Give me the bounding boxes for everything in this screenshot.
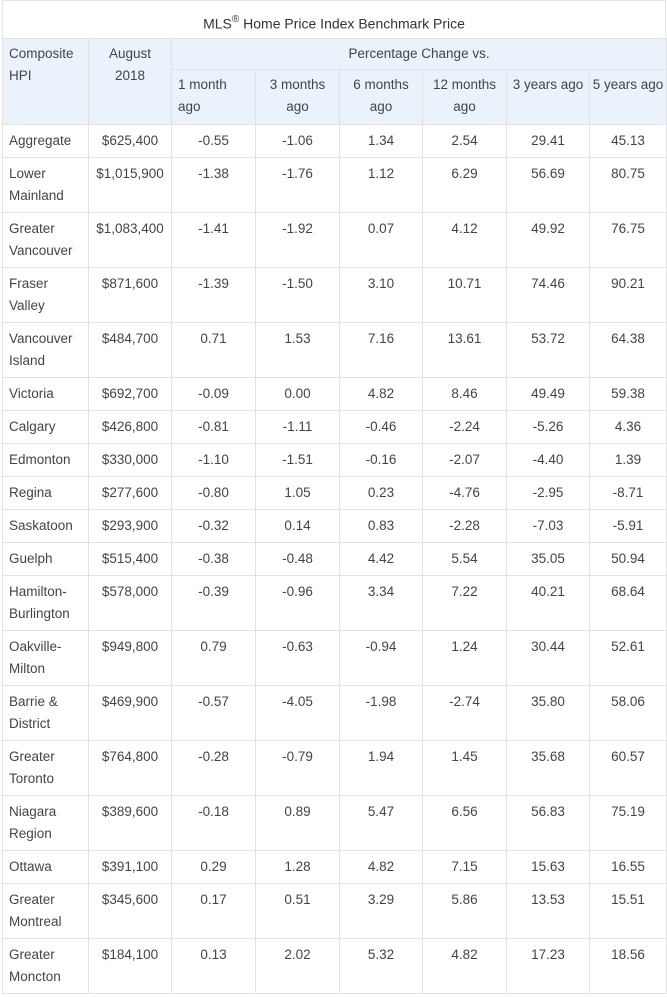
pct-change-cell-m3: -1.51: [256, 444, 340, 477]
pct-change-cell-m3: -1.76: [256, 158, 340, 213]
region-name-cell: [3, 158, 89, 213]
region-name-line: District: [9, 716, 51, 731]
pct-change-cell-m6: 5.47: [340, 796, 423, 851]
pct-change-cell-m6: 5.32: [340, 939, 423, 994]
pct-change-cell-y5: 50.94: [590, 543, 667, 576]
pct-change-cell-y5: 4.36: [590, 411, 667, 444]
pct-change-cell-m12: -2.74: [423, 686, 507, 741]
region-name-line: Edmonton: [9, 452, 71, 467]
pct-change-cell-m6: 1.12: [340, 158, 423, 213]
pct-change-cell-m1: -0.81: [172, 411, 256, 444]
table-row: [3, 268, 667, 323]
table-row: [3, 158, 667, 213]
pct-change-cell-m12: 6.56: [423, 796, 507, 851]
pct-change-cell-y5: 59.38: [590, 378, 667, 411]
pct-change-cell-m12: 5.54: [423, 543, 507, 576]
region-name-line: Valley: [9, 298, 45, 313]
region-name-cell: [3, 125, 89, 158]
pct-change-cell-m3: 2.02: [256, 939, 340, 994]
table-row: [3, 125, 667, 158]
region-name-cell: [3, 477, 89, 510]
benchmark-price-cell: $692,700: [89, 378, 172, 411]
region-name-cell: [3, 510, 89, 543]
region-name-line: Vancouver: [9, 331, 73, 346]
pct-change-cell-m6: -0.94: [340, 631, 423, 686]
pct-change-cell-m12: 2.54: [423, 125, 507, 158]
region-name-line: Moncton: [9, 969, 61, 984]
benchmark-price-cell: $469,900: [89, 686, 172, 741]
pct-change-cell-m12: 4.12: [423, 213, 507, 268]
table-title: MLS® Home Price Index Benchmark Price: [2, 0, 666, 38]
table-row: [3, 213, 667, 268]
pct-change-cell-m3: 1.28: [256, 851, 340, 884]
pct-change-cell-y5: 52.61: [590, 631, 667, 686]
pct-change-cell-m12: -2.07: [423, 444, 507, 477]
pct-change-cell-m3: -4.05: [256, 686, 340, 741]
benchmark-price-cell: $515,400: [89, 543, 172, 576]
pct-change-cell-m6: 1.94: [340, 741, 423, 796]
pct-change-cell-y3: 30.44: [507, 631, 590, 686]
region-name-cell: [3, 741, 89, 796]
pct-change-cell-m6: 4.82: [340, 378, 423, 411]
pct-change-cell-m12: 7.22: [423, 576, 507, 631]
benchmark-price-cell: $871,600: [89, 268, 172, 323]
region-name-cell: [3, 851, 89, 884]
table-row: [3, 631, 667, 686]
benchmark-price-cell: $345,600: [89, 884, 172, 939]
region-name-line: Greater: [9, 892, 55, 907]
table-row: [3, 939, 667, 994]
pct-change-cell-m1: 0.29: [172, 851, 256, 884]
pct-change-cell-m1: -0.39: [172, 576, 256, 631]
header-5-years: 5 years ago: [590, 70, 667, 125]
region-name-line: Lower: [9, 166, 46, 181]
pct-change-cell-y3: 35.05: [507, 543, 590, 576]
pct-change-cell-m12: 1.45: [423, 741, 507, 796]
pct-change-cell-m6: -0.16: [340, 444, 423, 477]
pct-change-cell-y3: 49.49: [507, 378, 590, 411]
table-row: [3, 411, 667, 444]
pct-change-cell-m12: -2.28: [423, 510, 507, 543]
region-name-line: Greater: [9, 749, 55, 764]
pct-change-cell-y5: 45.13: [590, 125, 667, 158]
pct-change-cell-m3: -0.63: [256, 631, 340, 686]
pct-change-cell-m12: 5.86: [423, 884, 507, 939]
pct-change-cell-m1: -0.57: [172, 686, 256, 741]
pct-change-cell-y3: 74.46: [507, 268, 590, 323]
pct-change-cell-y5: 80.75: [590, 158, 667, 213]
region-name-line: Guelph: [9, 551, 53, 566]
pct-change-cell-m3: 0.00: [256, 378, 340, 411]
region-name-line: Mainland: [9, 188, 64, 203]
pct-change-cell-m12: -4.76: [423, 477, 507, 510]
pct-change-cell-y5: 15.51: [590, 884, 667, 939]
pct-change-cell-m3: -0.48: [256, 543, 340, 576]
pct-change-cell-y5: 90.21: [590, 268, 667, 323]
region-name-cell: [3, 444, 89, 477]
region-name-cell: [3, 411, 89, 444]
pct-change-cell-y3: 15.63: [507, 851, 590, 884]
benchmark-price-cell: $949,800: [89, 631, 172, 686]
pct-change-cell-y3: 17.23: [507, 939, 590, 994]
region-name-line: Ottawa: [9, 859, 52, 874]
pct-change-cell-m3: -1.06: [256, 125, 340, 158]
pct-change-cell-y3: -5.26: [507, 411, 590, 444]
benchmark-price-cell: $1,083,400: [89, 213, 172, 268]
pct-change-cell-m1: -1.38: [172, 158, 256, 213]
pct-change-cell-m1: -0.09: [172, 378, 256, 411]
benchmark-price-cell: $1,015,900: [89, 158, 172, 213]
pct-change-cell-m6: 0.23: [340, 477, 423, 510]
pct-change-cell-m3: -1.50: [256, 268, 340, 323]
pct-change-cell-y5: 76.75: [590, 213, 667, 268]
pct-change-cell-m6: 3.34: [340, 576, 423, 631]
benchmark-price-cell: $330,000: [89, 444, 172, 477]
pct-change-cell-m12: 10.71: [423, 268, 507, 323]
benchmark-price-cell: $277,600: [89, 477, 172, 510]
pct-change-cell-m6: -1.98: [340, 686, 423, 741]
pct-change-cell-y5: 16.55: [590, 851, 667, 884]
table-row: [3, 796, 667, 851]
region-name-cell: [3, 884, 89, 939]
header-august-2018: August 2018: [89, 39, 172, 125]
pct-change-cell-y3: 13.53: [507, 884, 590, 939]
benchmark-price-cell: $426,800: [89, 411, 172, 444]
region-name-line: Burlington: [9, 606, 70, 621]
benchmark-price-cell: $391,100: [89, 851, 172, 884]
pct-change-cell-m3: 0.89: [256, 796, 340, 851]
header-6-months: 6 months ago: [340, 70, 423, 125]
pct-change-cell-m3: 0.14: [256, 510, 340, 543]
header-12-months: 12 months ago: [423, 70, 507, 125]
region-name-cell: [3, 576, 89, 631]
pct-change-cell-m3: 0.51: [256, 884, 340, 939]
pct-change-cell-y3: 56.69: [507, 158, 590, 213]
region-name-cell: [3, 378, 89, 411]
pct-change-cell-m6: 1.34: [340, 125, 423, 158]
table-row: [3, 444, 667, 477]
region-name-line: Island: [9, 353, 46, 368]
pct-change-cell-m3: 1.05: [256, 477, 340, 510]
region-name-line: Vancouver: [9, 243, 73, 258]
region-name-cell: [3, 268, 89, 323]
table-row: [3, 576, 667, 631]
pct-change-cell-m6: 3.10: [340, 268, 423, 323]
pct-change-cell-m1: -1.41: [172, 213, 256, 268]
region-name-line: Toronto: [9, 771, 55, 786]
region-name-line: Victoria: [9, 386, 54, 401]
region-name-line: Greater: [9, 947, 55, 962]
header-percentage-change: Percentage Change vs.: [172, 39, 667, 70]
table-row: [3, 741, 667, 796]
table-row: [3, 851, 667, 884]
pct-change-cell-y3: 35.80: [507, 686, 590, 741]
region-name-line: Saskatoon: [9, 518, 73, 533]
pct-change-cell-y3: 56.83: [507, 796, 590, 851]
region-name-line: Niagara: [9, 804, 57, 819]
region-name-line: Hamilton-: [9, 584, 67, 599]
benchmark-price-cell: $625,400: [89, 125, 172, 158]
table-row: [3, 686, 667, 741]
region-name-line: Aggregate: [9, 133, 72, 148]
pct-change-cell-m12: 13.61: [423, 323, 507, 378]
pct-change-cell-y3: 29.41: [507, 125, 590, 158]
pct-change-cell-m12: -2.24: [423, 411, 507, 444]
region-name-cell: [3, 543, 89, 576]
table-row: [3, 510, 667, 543]
table-body: [3, 125, 667, 994]
header-3-months: 3 months ago: [256, 70, 340, 125]
region-name-cell: [3, 213, 89, 268]
region-name-line: Barrie &: [9, 694, 58, 709]
region-name-line: Greater: [9, 221, 55, 236]
pct-change-cell-y5: 75.19: [590, 796, 667, 851]
pct-change-cell-m6: 4.42: [340, 543, 423, 576]
region-name-line: Calgary: [9, 419, 56, 434]
pct-change-cell-m1: 0.13: [172, 939, 256, 994]
header-1-month: 1 month ago: [172, 70, 256, 125]
table-row: [3, 378, 667, 411]
benchmark-price-cell: $184,100: [89, 939, 172, 994]
pct-change-cell-y3: 40.21: [507, 576, 590, 631]
pct-change-cell-m6: -0.46: [340, 411, 423, 444]
pct-change-cell-m6: 3.29: [340, 884, 423, 939]
benchmark-price-cell: $578,000: [89, 576, 172, 631]
pct-change-cell-y3: -7.03: [507, 510, 590, 543]
header-3-years: 3 years ago: [507, 70, 590, 125]
hpi-table: [2, 38, 667, 994]
pct-change-cell-m1: -0.18: [172, 796, 256, 851]
pct-change-cell-m1: -0.55: [172, 125, 256, 158]
pct-change-cell-m12: 6.29: [423, 158, 507, 213]
benchmark-price-cell: $389,600: [89, 796, 172, 851]
pct-change-cell-m12: 8.46: [423, 378, 507, 411]
pct-change-cell-m1: -0.32: [172, 510, 256, 543]
pct-change-cell-y3: -2.95: [507, 477, 590, 510]
region-name-cell: [3, 631, 89, 686]
pct-change-cell-m1: -1.39: [172, 268, 256, 323]
region-name-cell: [3, 686, 89, 741]
pct-change-cell-m3: -1.11: [256, 411, 340, 444]
pct-change-cell-m1: 0.17: [172, 884, 256, 939]
pct-change-cell-m6: 0.07: [340, 213, 423, 268]
region-name-line: Oakville-: [9, 639, 62, 654]
table-row: [3, 323, 667, 378]
table-row: [3, 543, 667, 576]
region-name-line: Regina: [9, 485, 52, 500]
pct-change-cell-y3: 35.68: [507, 741, 590, 796]
pct-change-cell-m3: -0.96: [256, 576, 340, 631]
pct-change-cell-y5: 60.57: [590, 741, 667, 796]
benchmark-price-cell: $293,900: [89, 510, 172, 543]
benchmark-price-cell: $764,800: [89, 741, 172, 796]
region-name-cell: [3, 796, 89, 851]
region-name-line: Milton: [9, 661, 46, 676]
pct-change-cell-m6: 4.82: [340, 851, 423, 884]
pct-change-cell-m1: -0.38: [172, 543, 256, 576]
pct-change-cell-y3: 53.72: [507, 323, 590, 378]
region-name-line: Fraser: [9, 276, 49, 291]
pct-change-cell-y5: -5.91: [590, 510, 667, 543]
region-name-line: Region: [9, 826, 52, 841]
pct-change-cell-m1: 0.71: [172, 323, 256, 378]
pct-change-cell-y5: -8.71: [590, 477, 667, 510]
pct-change-cell-y3: 49.92: [507, 213, 590, 268]
pct-change-cell-m1: -1.10: [172, 444, 256, 477]
pct-change-cell-y5: 64.38: [590, 323, 667, 378]
table-row: [3, 884, 667, 939]
pct-change-cell-m3: 1.53: [256, 323, 340, 378]
pct-change-cell-m12: 4.82: [423, 939, 507, 994]
table-row: [3, 477, 667, 510]
region-name-line: Montreal: [9, 914, 62, 929]
pct-change-cell-m1: -0.80: [172, 477, 256, 510]
pct-change-cell-m3: -1.92: [256, 213, 340, 268]
region-name-cell: [3, 939, 89, 994]
pct-change-cell-y5: 18.56: [590, 939, 667, 994]
pct-change-cell-m6: 0.83: [340, 510, 423, 543]
benchmark-price-cell: $484,700: [89, 323, 172, 378]
pct-change-cell-m1: 0.79: [172, 631, 256, 686]
pct-change-cell-m1: -0.28: [172, 741, 256, 796]
pct-change-cell-y3: -4.40: [507, 444, 590, 477]
pct-change-cell-m12: 7.15: [423, 851, 507, 884]
pct-change-cell-m6: 7.16: [340, 323, 423, 378]
pct-change-cell-y5: 58.06: [590, 686, 667, 741]
pct-change-cell-y5: 1.39: [590, 444, 667, 477]
pct-change-cell-m3: -0.79: [256, 741, 340, 796]
pct-change-cell-y5: 68.64: [590, 576, 667, 631]
region-name-cell: [3, 323, 89, 378]
pct-change-cell-m12: 1.24: [423, 631, 507, 686]
header-composite-hpi: Composite HPI: [3, 39, 89, 125]
